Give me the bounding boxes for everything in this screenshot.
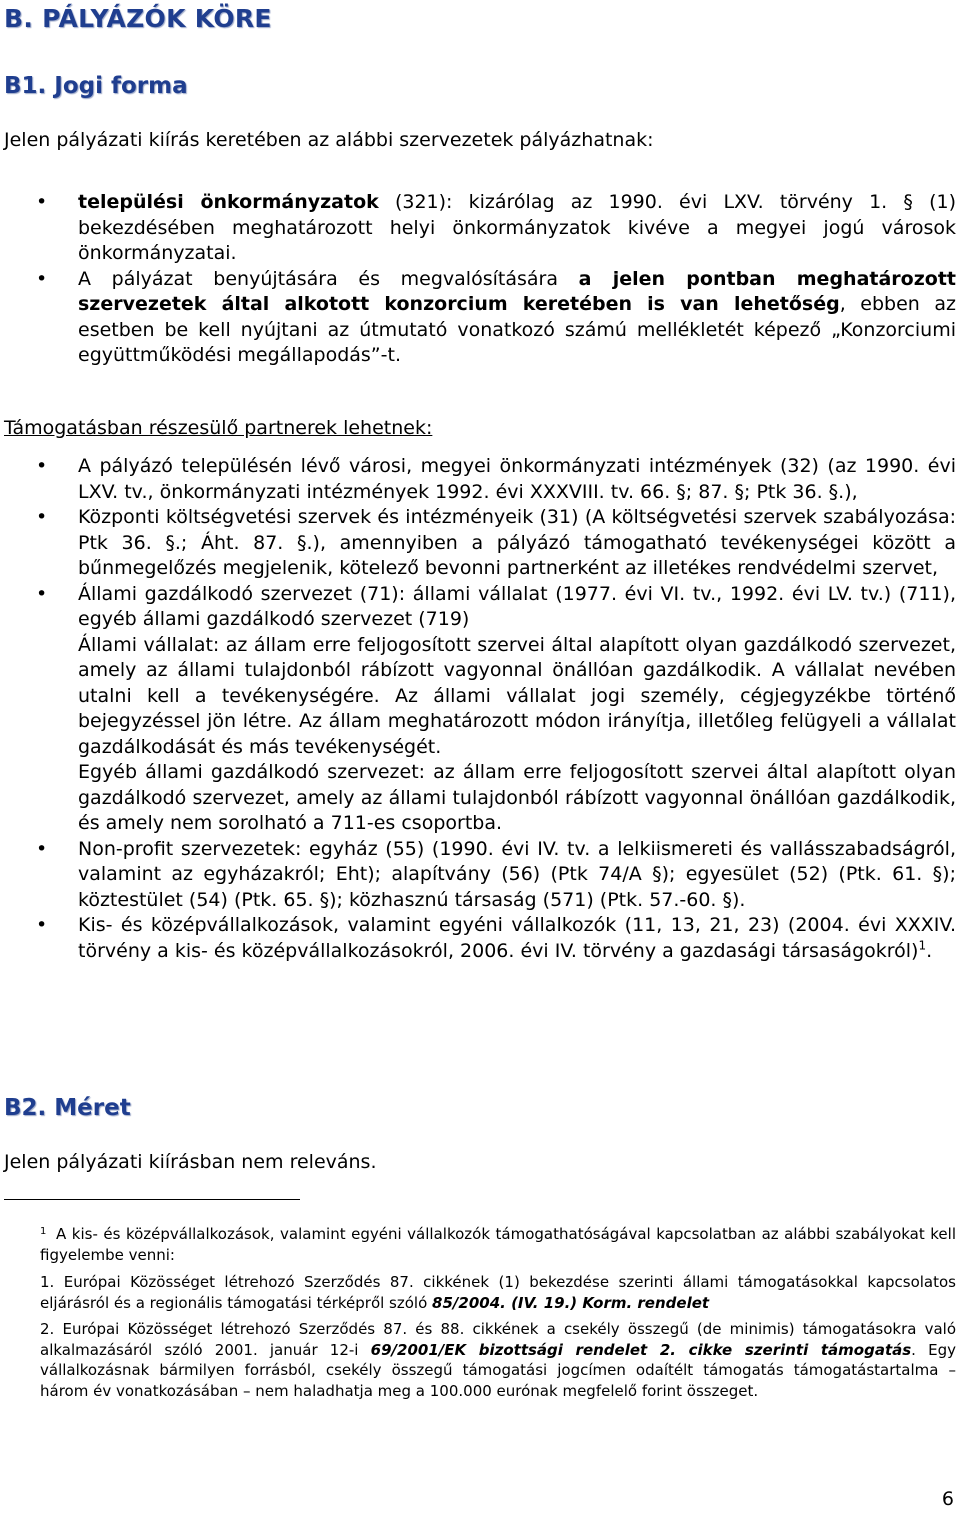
list-item-text: .	[926, 939, 933, 962]
footnote-item-2	[40, 1319, 956, 1401]
list-item-text: Központi költségvetési szervek és intézményeik (31) (A költségvetési szervek szabályozása: Ptk 36. §.; Áht. 87. §.), amennyiben a pályázó támogatható tevékenységei között a bűnmegelőzés megjelenik, kötelező bevonni partnerként az illetékes rendvédelmi szervet,	[78, 506, 956, 579]
list-item-text: Egyéb állami gazdálkodó szervezet: az állam erre feljogosított szervei által alapított olyan gazdálkodó szervezet, amely az állami tulajdonból rábízott vagyonnal önállóan gazdálkodik, és amely nem sorolható a 711-es csoportba.	[78, 761, 956, 834]
regulation-reference: 69/2001/EK bizottsági rendelet 2. cikke szerinti támogatás	[370, 1340, 912, 1359]
list-item	[0, 582, 956, 837]
eligible-list	[0, 190, 956, 369]
subsection-title-b2: B2. Méret	[4, 1095, 131, 1121]
page-number: 6	[941, 1488, 954, 1510]
b1-intro: Jelen pályázati kiírás keretében az alábbi szervezetek pályázhatnak:	[4, 129, 654, 151]
list-item	[0, 454, 956, 505]
b2-text: Jelen pályázati kiírásban nem releváns.	[4, 1151, 377, 1173]
list-item-text: , ebben az esetben be kell nyújtani az útmutató vonatkozó számú mellékletét képező „Konzorciumi együttműködési megállapodás”-t.	[78, 293, 956, 366]
partners-heading: Támogatásban részesülő partnerek lehetnek:	[4, 417, 433, 439]
list-item-text: Non-profit szervezetek: egyház (55) (1990. évi IV. tv. a lelkiismereti és vallásszabadságról, valamint az egyházakról; Eht); alapítvány (56) (Ptk 74/A §); egyesület (52) (Ptk. 61. §); köztestület (54) (Ptk. 65. §); közhasznú társaság (571) (Ptk. 57.-60. §).	[78, 837, 956, 911]
footnote-text: 2. Európai Közösséget létrehozó Szerződés 87. és 88. cikkének a csekély összegű (de minimis) támogatásokra való alkalmazásáról szóló 2001. január 12-i	[40, 1320, 956, 1359]
list-item	[0, 913, 956, 964]
emphasis: települési önkormányzatok	[78, 191, 379, 213]
footnote-divider	[4, 1199, 300, 1200]
list-item	[0, 837, 956, 914]
footnote-intro: A kis- és középvállalkozások, valamint egyéni vállalkozók támogathatóságával kapcsolatban az alábbi szabályokat kell figyelembe venni:	[40, 1225, 956, 1264]
footnote-text: . Egy vállalkozásnak bármilyen forrásból, csekély összegű támogatási jogcímen odaítélt támogatás támogatástartalma – három év vonatkozásában – nem haladhatja meg a 100.000 eurónak megfelelő forint összeget.	[40, 1340, 956, 1400]
list-item	[0, 267, 956, 369]
regulation-reference: 85/2004. (IV. 19.) Korm. rendelet	[432, 1293, 710, 1312]
footnote-reference[interactable]: 1	[918, 938, 927, 953]
subsection-title-b1: B1. Jogi forma	[4, 73, 188, 99]
footnote-text: 1. Európai Közösséget létrehozó Szerződés 87. cikkének (1) bekezdése szerinti állami támogatásokkal kapcsolatos eljárásról és a regionális támogatási térképről szóló	[40, 1273, 956, 1312]
footnote-mark: 1	[40, 1226, 47, 1237]
list-item-text: (321): kizárólag az 1990. évi LXV. törvény 1. § (1) bekezdésében meghatározott helyi önkormányzatok kivéve a megyei jogú városok önkormányzatai.	[78, 191, 956, 264]
list-item	[0, 190, 956, 267]
list-item-text: Kis- és középvállalkozások, valamint egyéni vállalkozók (11, 13, 21, 23) (2004. évi XXXIV. törvény a kis- és középvállalkozásokról, 2006. évi IV. törvény a gazdasági társaságokról)	[78, 914, 956, 962]
list-item-text: Állami vállalat: az állam erre feljogosított szervei által alapított olyan gazdálkodó szervezet, amely az állami tulajdonból rábízott vagyonnal önállóan gazdálkodik. A vállalat nevében utalni kell a tevékenységére. Az állami vállalat jogi személy, cégjegyzékbe történő bejegyzéssel jön létre. Az állam meghatározott módon irányítja, illetőleg felügyeli a vállalat gazdálkodását és más tevékenységét.	[78, 633, 956, 758]
list-item	[0, 505, 956, 582]
list-item-text: A pályázó településén lévő városi, megyei önkormányzati intézmények (32) (az 1990. évi LXV. tv., önkormányzati intézmények 1992. évi XXXVIII. tv. 66. §; 87. §; Ptk 36. §.),	[78, 455, 956, 503]
footnote-item-1	[40, 1272, 956, 1313]
list-item-text: A pályázat benyújtására és megvalósítására	[78, 267, 579, 290]
partners-list	[0, 454, 956, 964]
emphasis: a jelen pontban meghatározott szervezetek által alkotott konzorcium keretében is van lehetőség	[78, 267, 956, 315]
list-item-text: • Állami gazdálkodó szervezet (71): állami vállalat (1977. évi VI. tv., 1992. évi LV. tv.) (711), egyéb állami gazdálkodó szervezet (719)	[78, 582, 956, 630]
section-title: B. PÁLYÁZÓK KÖRE	[4, 4, 272, 33]
